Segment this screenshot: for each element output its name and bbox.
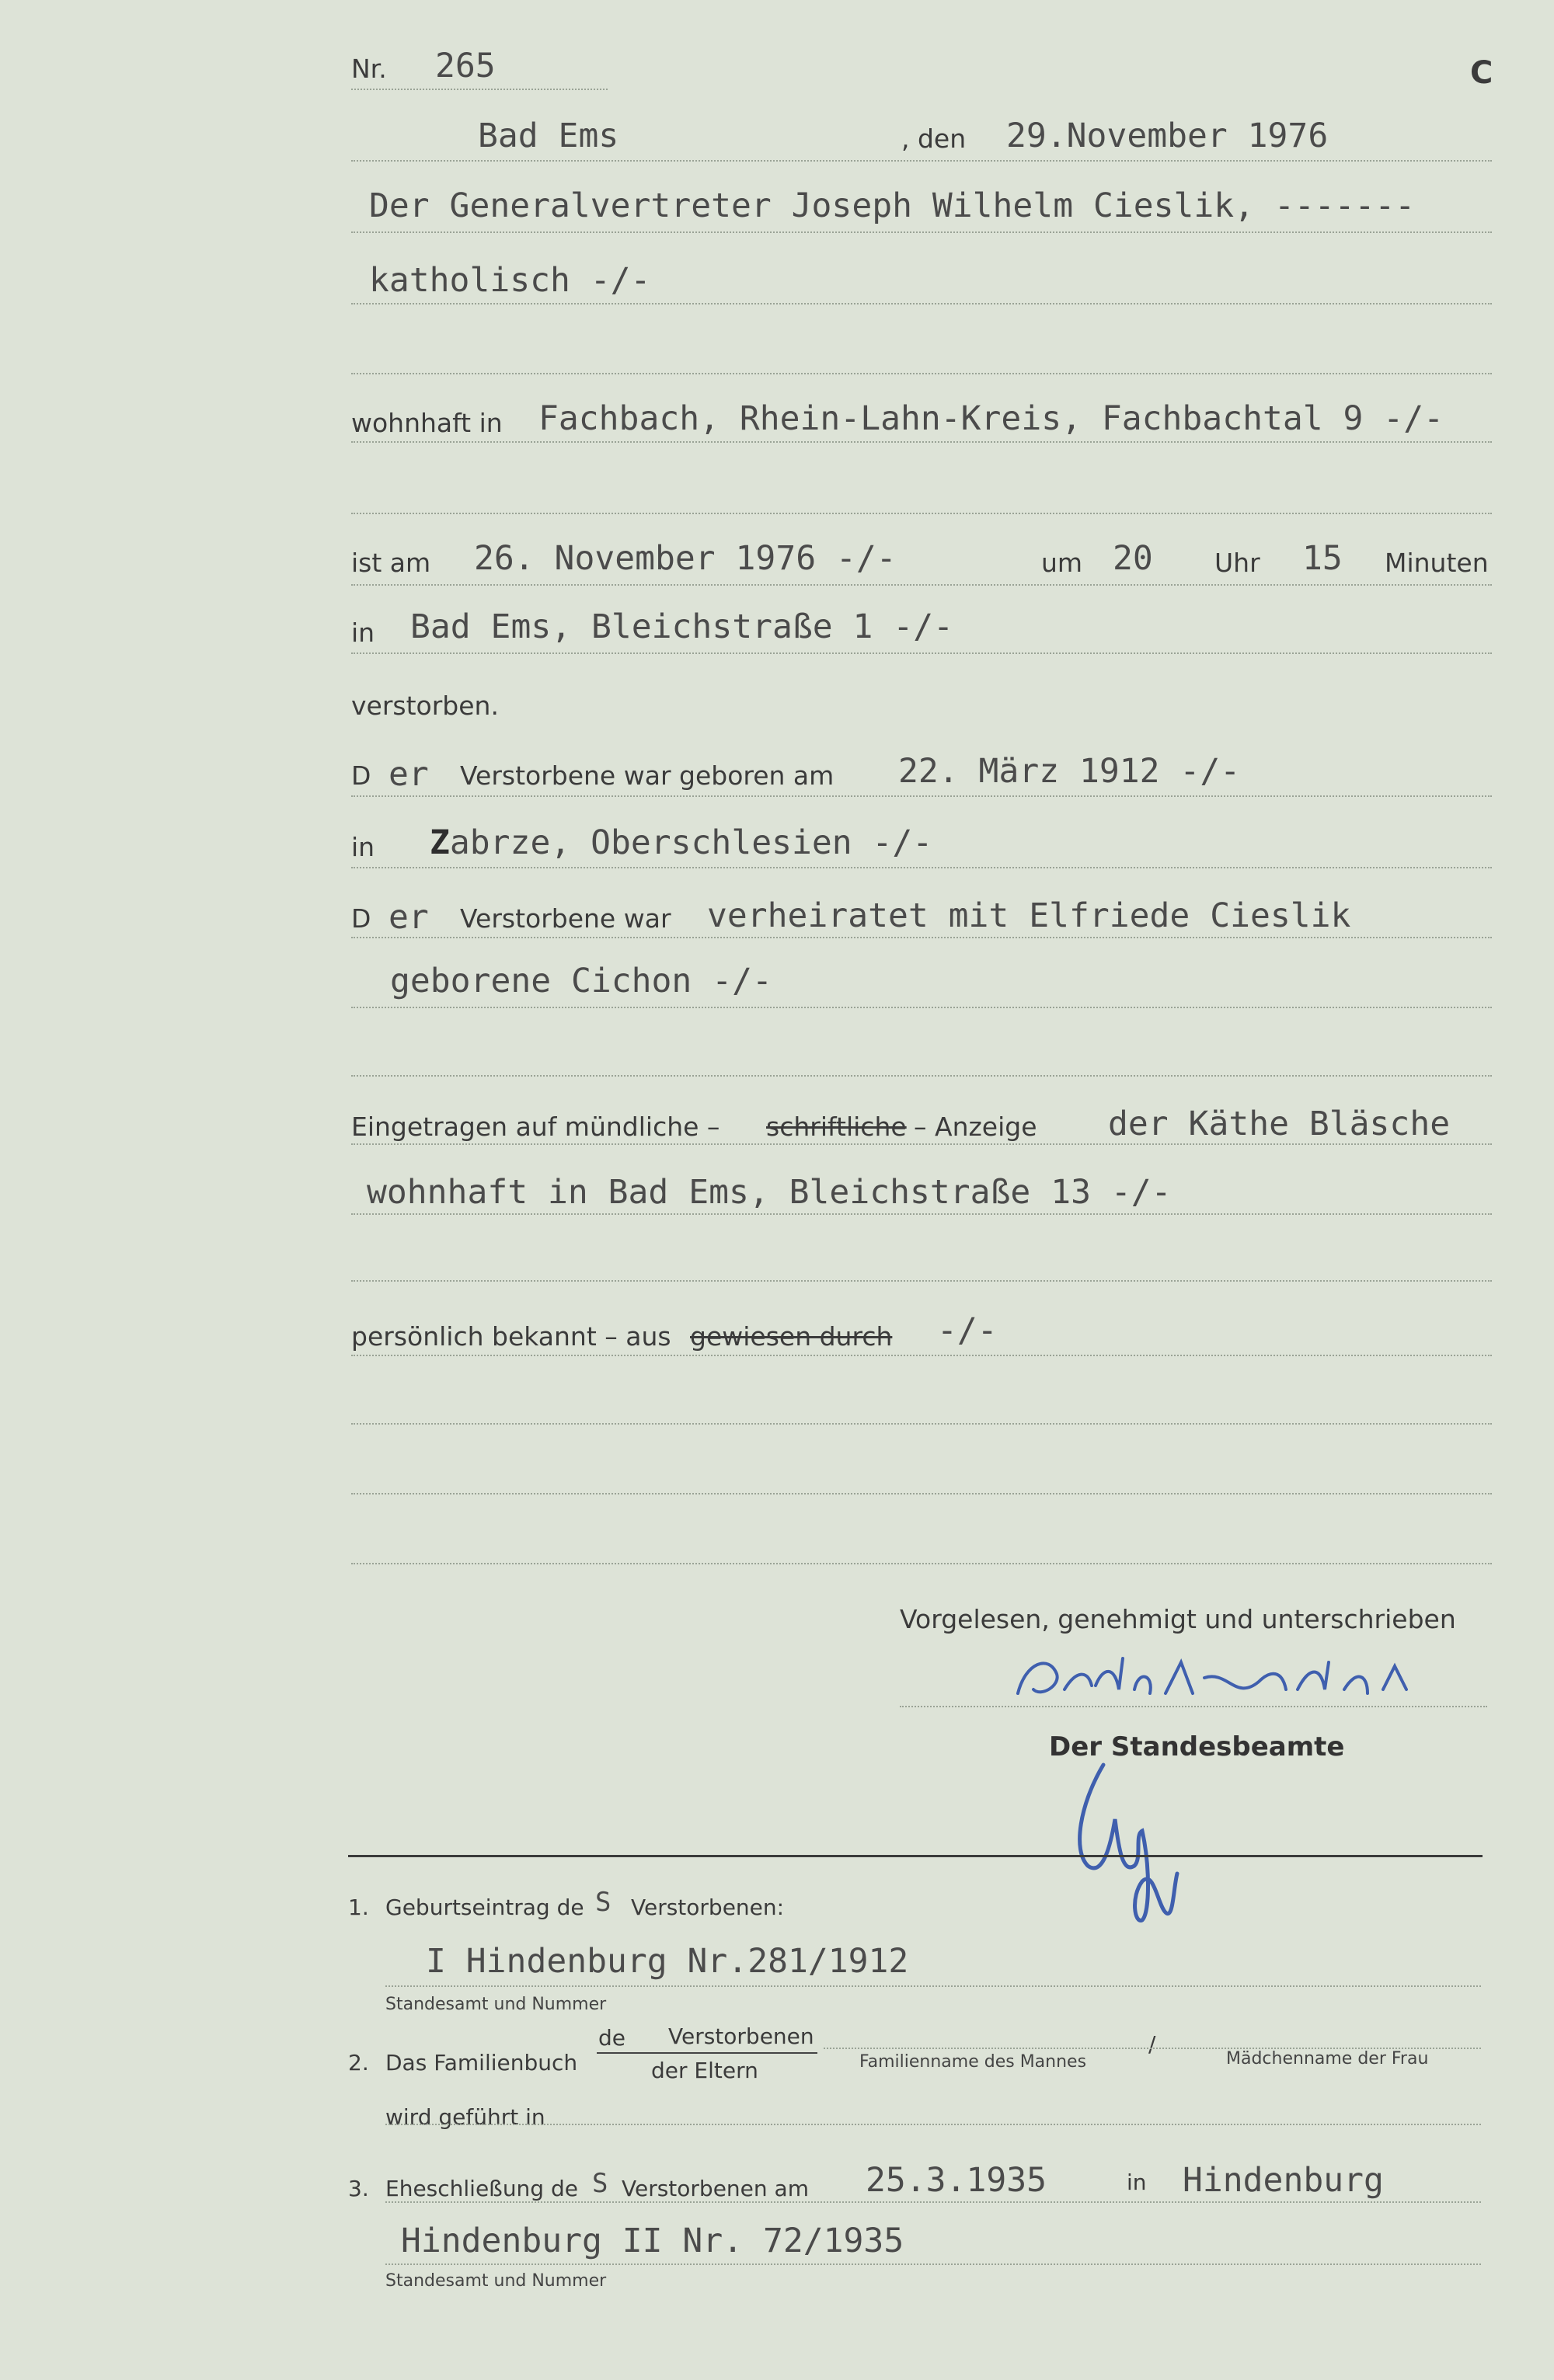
status-d-label: D (351, 903, 371, 934)
dotline-17 (351, 1355, 1492, 1356)
note3-s: S (592, 2168, 608, 2199)
note2-fraction-line (597, 2052, 817, 2054)
dotline-12 (351, 1007, 1492, 1008)
note2-number: 2. (348, 2050, 369, 2076)
dotline-10 (351, 867, 1492, 868)
known-label-a: persönlich bekannt – aus (351, 1321, 671, 1352)
dotline-16 (351, 1280, 1492, 1282)
death-date: 26. November 1976 -/- (474, 539, 897, 578)
death-in-label: in (351, 618, 375, 648)
signature-image (1002, 1647, 1437, 1717)
uhr-label: Uhr (1214, 548, 1260, 578)
note1-label-b: Verstorbenen: (631, 1895, 785, 1920)
dotline-9 (351, 795, 1492, 797)
ist-am-label: ist am (351, 548, 431, 578)
status-er-typed: er (388, 898, 429, 937)
note1-label-a: Geburtseintrag de (385, 1895, 584, 1920)
informant-line2: wohnhaft in Bad Ems, Bleichstraße 13 -/- (367, 1173, 1172, 1212)
registration-struck-word: schriftliche (766, 1112, 907, 1142)
note3-value-dotline (385, 2263, 1481, 2265)
birth-place-initial: Z (430, 823, 450, 862)
note2-husband-caption: Familienname des Mannes (859, 2052, 1087, 2072)
note2-kept-dotline (385, 2124, 1481, 2125)
dotline-13 (351, 1075, 1492, 1077)
verstorben-label: verstorben. (351, 691, 499, 721)
status-value-line2: geborene Cichon -/- (390, 962, 772, 1000)
note1-subcaption: Standesamt und Nummer (385, 1995, 607, 2014)
note2-label: Das Familienbuch (385, 2050, 578, 2076)
note3-date: 25.3.1935 (866, 2161, 1047, 2200)
birth-date: 22. März 1912 -/- (898, 752, 1241, 791)
birth-place-rest: abrze, Oberschlesien -/- (449, 823, 933, 862)
registrar-initials (1057, 1757, 1204, 1928)
dotline-15 (351, 1213, 1492, 1215)
corner-letter: C (1470, 55, 1493, 91)
known-label-struck: gewiesen durch (690, 1321, 893, 1352)
note2-slash: / (1148, 2031, 1156, 2057)
nr-value: 265 (435, 47, 496, 85)
record-date: 29.November 1976 (1006, 117, 1329, 155)
birth-d-label: D (351, 760, 371, 791)
dotline-19 (351, 1493, 1492, 1494)
note3-in-label: in (1127, 2169, 1147, 2195)
note2-option-parents: der Eltern (651, 2058, 758, 2083)
registration-label-a: Eingetragen auf mündliche – (351, 1112, 720, 1142)
note3-label-b: Verstorbenen am (622, 2176, 809, 2201)
den-label: , den (901, 124, 967, 154)
known-value: -/- (937, 1311, 998, 1350)
um-label: um (1041, 548, 1083, 578)
note3-dotline (385, 2201, 1481, 2203)
birth-in-label: in (351, 832, 375, 862)
dotline-1 (351, 160, 1492, 162)
dotline-20 (351, 1563, 1492, 1564)
minuten-label: Minuten (1385, 548, 1489, 578)
birth-label: Verstorbene war geboren am (460, 760, 834, 791)
note3-label-a: Eheschließung de (385, 2176, 578, 2201)
dotline-6 (351, 513, 1492, 514)
dotline-8 (351, 652, 1492, 654)
note3-place: Hindenburg (1183, 2161, 1384, 2200)
dotline-5 (351, 441, 1492, 443)
section-divider (348, 1855, 1483, 1857)
registration-label-b: – Anzeige (914, 1112, 1037, 1142)
religion-line: katholisch -/- (369, 261, 651, 300)
nr-dotline (351, 89, 608, 90)
registrar-label: Der Standesbeamte (1049, 1731, 1345, 1762)
status-label: Verstorbene war (460, 903, 671, 934)
birth-er-typed: er (388, 755, 429, 794)
dotline-7 (351, 584, 1492, 586)
note1-dotline (385, 1985, 1481, 1987)
informant-line1: der Käthe Bläsche (1108, 1105, 1451, 1143)
note1-value: I Hindenburg Nr.281/1912 (426, 1942, 909, 1981)
note3-value: Hindenburg II Nr. 72/1935 (401, 2222, 904, 2260)
deceased-name-line: Der Generalvertreter Joseph Wilhelm Cieslik, ------- (369, 186, 1416, 225)
death-minutes: 15 (1302, 539, 1343, 578)
dotline-18 (351, 1423, 1492, 1425)
dotline-14 (351, 1143, 1492, 1145)
note1-s: S (595, 1887, 611, 1918)
death-place: Bad Ems, Bleichstraße 1 -/- (410, 607, 953, 646)
dotline-11 (351, 937, 1492, 938)
note2-de: de (598, 2025, 625, 2051)
dotline-4 (351, 373, 1492, 374)
status-value-line1: verheiratet mit Elfriede Cieslik (707, 896, 1351, 935)
note3-number: 3. (348, 2176, 369, 2201)
note2-wife-caption: Mädchenname der Frau (1226, 2049, 1429, 2069)
note2-kept-label: wird geführt in (385, 2104, 545, 2130)
note2-dotline (824, 2048, 1481, 2049)
note3-subcaption: Standesamt und Nummer (385, 2271, 607, 2291)
residence-value: Fachbach, Rhein-Lahn-Kreis, Fachbachtal 9 -/- (538, 399, 1444, 438)
nr-label: Nr. (351, 54, 387, 84)
residence-label: wohnhaft in (351, 408, 503, 438)
birth-place (430, 823, 933, 862)
note2-option-deceased: Verstorbenen (668, 2023, 814, 2049)
death-hour: 20 (1113, 539, 1153, 578)
read-approved-text: Vorgelesen, genehmigt und unterschrieben (900, 1604, 1456, 1634)
note1-number: 1. (348, 1895, 369, 1920)
dotline-2 (351, 231, 1492, 233)
place-of-record: Bad Ems (478, 117, 619, 155)
dotline-3 (351, 303, 1492, 304)
